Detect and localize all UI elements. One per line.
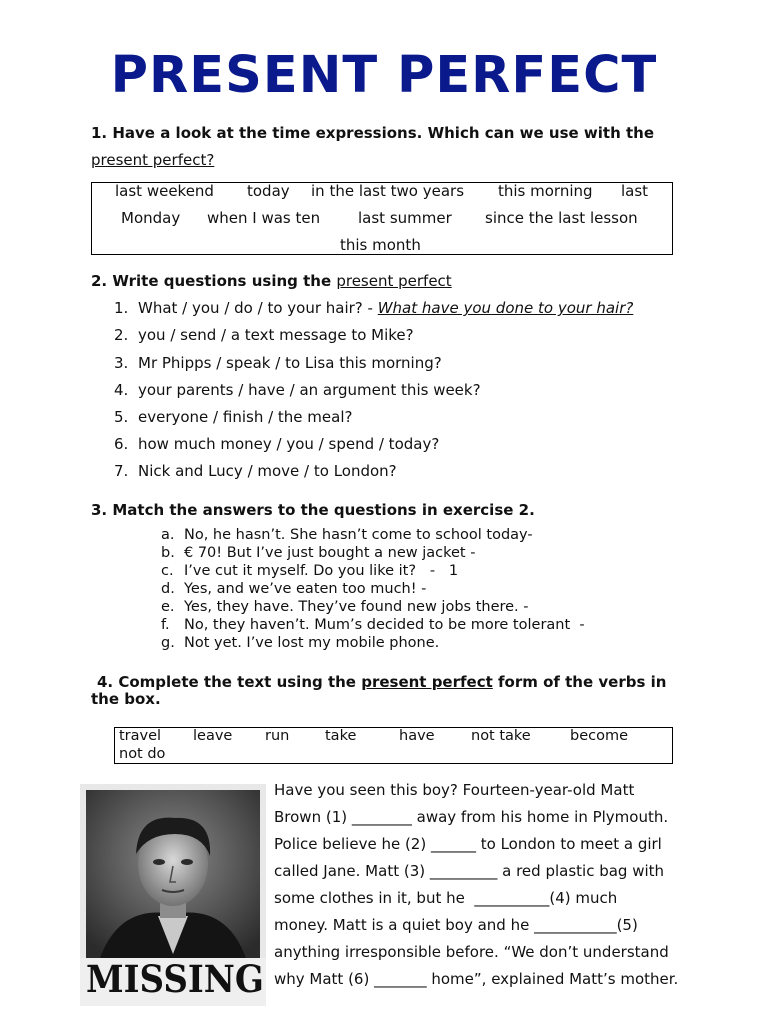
answer-text: Not yet. I’ve lost my mobile phone.: [184, 635, 440, 651]
answer-text: Yes, they have. They’ve found new jobs there. -: [184, 599, 529, 615]
ex3-answer: [161, 617, 585, 633]
ex3-heading: 3. Match the answers to the questions in exercise 2.: [91, 501, 535, 519]
verb-run: run: [265, 728, 290, 744]
ex4-heading-line1: [97, 673, 666, 691]
ex2-item: [114, 354, 442, 372]
answer-letter: f.: [161, 617, 170, 633]
answer-text: No, he hasn’t. She hasn’t come to school today-: [184, 527, 533, 543]
example-answer: What have you done to your hair?: [377, 299, 634, 317]
ex4-verb-box: [114, 727, 673, 764]
story-line: Police believe he (2) ______ to London to meet a girl: [274, 835, 662, 853]
story-line: called Jane. Matt (3) _________ a red plastic bag with: [274, 862, 665, 880]
expr-today: today: [247, 182, 290, 200]
answer-letter: c.: [161, 563, 174, 579]
item-number: 1.: [114, 299, 129, 317]
item-number: 7.: [114, 462, 129, 480]
ex1-expression-box: [91, 182, 673, 255]
answer-letter: g.: [161, 635, 175, 651]
item-text: Nick and Lucy / move / to London?: [138, 462, 397, 480]
ex3-answer: [161, 635, 439, 651]
item-text: how much money / you / spend / today?: [138, 435, 440, 453]
answer-letter: a.: [161, 527, 175, 543]
story-line: why Matt (6) _______ home”, explained Matt’s mother.: [274, 970, 679, 988]
ex1-heading-line2: present perfect?: [91, 151, 215, 169]
item-number: 6.: [114, 435, 129, 453]
ex2-heading: [91, 272, 452, 290]
item-text: Mr Phipps / speak / to Lisa this morning?: [138, 354, 442, 372]
verb-have: have: [399, 728, 435, 744]
expr-last: last: [621, 182, 649, 200]
missing-label: MISSING: [86, 958, 264, 1002]
answer-text: € 70! But I’ve just bought a new jacket -: [184, 545, 476, 561]
story-line: Have you seen this boy? Fourteen-year-old Matt: [274, 781, 635, 799]
answer-letter: e.: [161, 599, 175, 615]
ex4-heading-prefix: 4. Complete the text using the: [97, 673, 362, 691]
answer-text: No, they haven’t. Mum’s decided to be more tolerant -: [184, 617, 585, 633]
ex2-item: [114, 408, 352, 426]
answer-letter: b.: [161, 545, 175, 561]
ex4-heading-underlined: present perfect: [361, 673, 493, 691]
expr-this-month: this month: [340, 236, 421, 254]
ex3-answer: [161, 527, 533, 543]
ex2-item: [114, 435, 439, 453]
item-number: 4.: [114, 381, 129, 399]
missing-poster-image: [80, 784, 266, 1006]
ex2-item: [114, 326, 414, 344]
ex4-heading-suffix: form of the verbs in: [492, 673, 667, 691]
item-text: everyone / finish / the meal?: [138, 408, 353, 426]
item-text: your parents / have / an argument this week?: [138, 381, 481, 399]
expr-this-morning: this morning: [498, 182, 593, 200]
ex2-heading-underlined: present perfect: [336, 272, 452, 290]
story-line: Brown (1) ________ away from his home in Plymouth.: [274, 808, 669, 826]
expr-last-weekend: last weekend: [115, 182, 214, 200]
answer-text: I’ve cut it myself. Do you like it? - 1: [184, 563, 459, 579]
story-line: anything irresponsible before. “We don’t understand: [274, 943, 669, 961]
ex1-heading-line1: 1. Have a look at the time expressions. Which can we use with the: [91, 124, 655, 142]
verb-not-do: not do: [119, 746, 166, 762]
item-number: 5.: [114, 408, 129, 426]
expr-when-i-was-ten: when I was ten: [207, 209, 321, 227]
ex2-item: [114, 462, 397, 480]
answer-text: Yes, and we’ve eaten too much! -: [184, 581, 427, 597]
expr-monday: Monday: [121, 209, 181, 227]
verb-travel: travel: [119, 728, 162, 744]
answer-letter: d.: [161, 581, 175, 597]
story-line: some clothes in it, but he __________(4) much: [274, 889, 618, 907]
expr-last-summer: last summer: [358, 209, 452, 227]
ex4-heading-line2: the box.: [91, 690, 161, 708]
page-title: PRESENT PERFECT: [110, 46, 658, 105]
ex2-item: [114, 381, 481, 399]
ex2-heading-prefix: 2. Write questions using the: [91, 272, 337, 290]
item-number: 2.: [114, 326, 129, 344]
ex3-answer: [161, 581, 426, 597]
verb-become: become: [570, 728, 629, 744]
item-text: What / you / do / to your hair? -: [138, 299, 378, 317]
story-line: money. Matt is a quiet boy and he ___________(5): [274, 916, 638, 934]
expr-in-the-last-two-years: in the last two years: [311, 182, 465, 200]
ex3-answer: [161, 599, 529, 615]
item-text: you / send / a text message to Mike?: [138, 326, 414, 344]
verb-not-take: not take: [471, 728, 531, 744]
ex2-item: [114, 299, 633, 317]
ex3-answer: [161, 545, 475, 561]
item-number: 3.: [114, 354, 129, 372]
verb-leave: leave: [193, 728, 233, 744]
expr-since-the-last-lesson: since the last lesson: [485, 209, 638, 227]
verb-take: take: [325, 728, 357, 744]
ex3-answer: [161, 563, 458, 579]
